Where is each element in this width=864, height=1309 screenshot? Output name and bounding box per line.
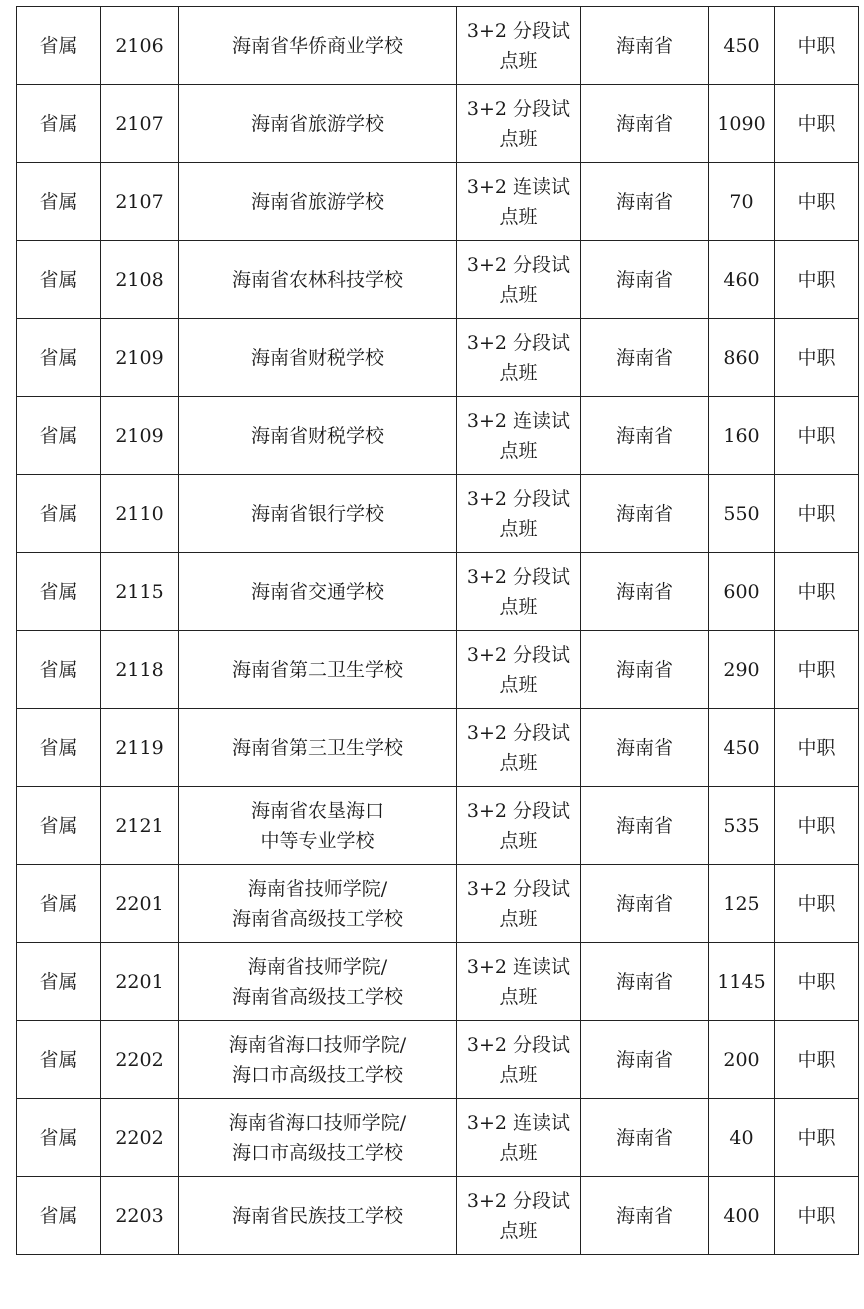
cell-region: 海南省: [581, 7, 709, 85]
cell-enrollment-count: 1090: [709, 85, 775, 163]
cell-school-name: [179, 475, 457, 553]
cell-program-type: [457, 553, 581, 631]
cell-program-type-line: 点班: [499, 49, 538, 72]
cell-program-type-line: 点班: [499, 283, 538, 306]
table-row: [17, 85, 859, 163]
cell-school-name: [179, 709, 457, 787]
cell-program-type-line: 点班: [499, 907, 538, 930]
table-row: [17, 631, 859, 709]
cell-school-name-line: 海南省华侨商业学校: [231, 34, 403, 57]
cell-program-type-line: 3+2 分段试: [466, 643, 571, 666]
cell-school-code: 2202: [101, 1021, 179, 1099]
cell-school-name: [179, 397, 457, 475]
cell-program-type-line: 3+2 分段试: [466, 487, 571, 510]
cell-program-type-line: 3+2 连读试: [466, 175, 571, 198]
cell-school-code: 2119: [101, 709, 179, 787]
cell-region: 海南省: [581, 631, 709, 709]
table-row: [17, 241, 859, 319]
cell-category: 省属: [17, 553, 101, 631]
cell-school-level: 中职: [775, 7, 859, 85]
cell-enrollment-count: 400: [709, 1177, 775, 1255]
cell-category: 省属: [17, 787, 101, 865]
cell-school-name: [179, 865, 457, 943]
cell-program-type-line: 点班: [499, 1141, 538, 1164]
cell-enrollment-count: 450: [709, 7, 775, 85]
table-body: [17, 7, 859, 1255]
cell-school-name-line: 海南省银行学校: [250, 502, 384, 525]
table-row: [17, 1021, 859, 1099]
cell-school-level: 中职: [775, 1177, 859, 1255]
cell-category: 省属: [17, 319, 101, 397]
cell-program-type-line: 3+2 分段试: [466, 799, 571, 822]
cell-school-name-line: 中等专业学校: [260, 829, 375, 852]
cell-region: 海南省: [581, 241, 709, 319]
cell-region: 海南省: [581, 163, 709, 241]
table-row: [17, 865, 859, 943]
cell-program-type-line: 3+2 分段试: [466, 721, 571, 744]
cell-region: 海南省: [581, 553, 709, 631]
table-row: [17, 1099, 859, 1177]
cell-enrollment-count: 160: [709, 397, 775, 475]
table-row: [17, 319, 859, 397]
cell-school-level: 中职: [775, 241, 859, 319]
cell-program-type-line: 点班: [499, 361, 538, 384]
cell-school-name: [179, 553, 457, 631]
cell-school-level: 中职: [775, 1021, 859, 1099]
cell-enrollment-count: 550: [709, 475, 775, 553]
cell-enrollment-count: 450: [709, 709, 775, 787]
table-row: [17, 7, 859, 85]
table-row: [17, 787, 859, 865]
cell-school-name: [179, 85, 457, 163]
cell-region: 海南省: [581, 319, 709, 397]
cell-school-code: 2107: [101, 163, 179, 241]
cell-school-name-line: 海南省技师学院/: [247, 955, 388, 978]
cell-school-name: [179, 1021, 457, 1099]
cell-program-type-line: 点班: [499, 829, 538, 852]
cell-enrollment-count: 535: [709, 787, 775, 865]
cell-school-name: [179, 241, 457, 319]
cell-school-name-line: 海南省海口技师学院/: [228, 1033, 407, 1056]
cell-category: 省属: [17, 241, 101, 319]
cell-school-code: 2202: [101, 1099, 179, 1177]
cell-region: 海南省: [581, 397, 709, 475]
cell-school-level: 中职: [775, 787, 859, 865]
cell-program-type-line: 3+2 连读试: [466, 409, 571, 432]
cell-program-type: [457, 475, 581, 553]
cell-school-level: 中职: [775, 553, 859, 631]
cell-school-code: 2108: [101, 241, 179, 319]
cell-enrollment-count: 600: [709, 553, 775, 631]
cell-program-type-line: 点班: [499, 985, 538, 1008]
cell-program-type-line: 点班: [499, 439, 538, 462]
cell-school-name: [179, 787, 457, 865]
cell-program-type-line: 3+2 分段试: [466, 565, 571, 588]
cell-school-name-line: 海南省交通学校: [250, 580, 384, 603]
cell-enrollment-count: 1145: [709, 943, 775, 1021]
cell-school-level: 中职: [775, 475, 859, 553]
cell-program-type: [457, 7, 581, 85]
cell-region: 海南省: [581, 787, 709, 865]
cell-region: 海南省: [581, 1177, 709, 1255]
cell-school-level: 中职: [775, 1099, 859, 1177]
cell-program-type-line: 3+2 连读试: [466, 1111, 571, 1134]
cell-school-name-line: 海南省民族技工学校: [231, 1204, 403, 1227]
cell-school-level: 中职: [775, 943, 859, 1021]
cell-school-code: 2121: [101, 787, 179, 865]
cell-program-type-line: 点班: [499, 1063, 538, 1086]
cell-category: 省属: [17, 475, 101, 553]
cell-school-name-line: 海南省旅游学校: [250, 190, 384, 213]
cell-school-name: [179, 319, 457, 397]
cell-region: 海南省: [581, 85, 709, 163]
cell-category: 省属: [17, 1177, 101, 1255]
table-row: [17, 943, 859, 1021]
cell-program-type-line: 3+2 分段试: [466, 331, 571, 354]
cell-program-type-line: 3+2 连读试: [466, 955, 571, 978]
cell-school-name-line: 海南省海口技师学院/: [228, 1111, 407, 1134]
table-row: [17, 475, 859, 553]
cell-enrollment-count: 460: [709, 241, 775, 319]
cell-category: 省属: [17, 163, 101, 241]
cell-school-code: 2203: [101, 1177, 179, 1255]
cell-program-type-line: 点班: [499, 673, 538, 696]
cell-school-level: 中职: [775, 85, 859, 163]
cell-school-level: 中职: [775, 163, 859, 241]
cell-school-name-line: 海南省旅游学校: [250, 112, 384, 135]
cell-program-type-line: 3+2 分段试: [466, 19, 571, 42]
cell-program-type: [457, 1021, 581, 1099]
cell-program-type-line: 点班: [499, 205, 538, 228]
cell-program-type-line: 3+2 分段试: [466, 1033, 571, 1056]
cell-program-type-line: 点班: [499, 1219, 538, 1242]
cell-category: 省属: [17, 631, 101, 709]
cell-school-level: 中职: [775, 865, 859, 943]
cell-category: 省属: [17, 397, 101, 475]
cell-category: 省属: [17, 943, 101, 1021]
cell-region: 海南省: [581, 943, 709, 1021]
cell-program-type: [457, 865, 581, 943]
cell-category: 省属: [17, 865, 101, 943]
cell-program-type: [457, 1177, 581, 1255]
cell-school-code: 2118: [101, 631, 179, 709]
cell-program-type: [457, 787, 581, 865]
cell-school-name: [179, 163, 457, 241]
table-row: [17, 709, 859, 787]
cell-program-type-line: 3+2 分段试: [466, 1189, 571, 1212]
cell-school-level: 中职: [775, 709, 859, 787]
cell-school-name-line: 海南省高级技工学校: [231, 985, 403, 1008]
table-row: [17, 553, 859, 631]
cell-region: 海南省: [581, 865, 709, 943]
cell-program-type-line: 点班: [499, 127, 538, 150]
cell-enrollment-count: 70: [709, 163, 775, 241]
cell-program-type: [457, 85, 581, 163]
cell-school-code: 2201: [101, 865, 179, 943]
cell-school-code: 2201: [101, 943, 179, 1021]
cell-program-type: [457, 943, 581, 1021]
cell-school-level: 中职: [775, 397, 859, 475]
cell-school-name-line: 海口市高级技工学校: [231, 1141, 403, 1164]
table-row: [17, 1177, 859, 1255]
cell-region: 海南省: [581, 709, 709, 787]
cell-category: 省属: [17, 709, 101, 787]
cell-program-type: [457, 163, 581, 241]
cell-program-type: [457, 631, 581, 709]
cell-program-type-line: 3+2 分段试: [466, 253, 571, 276]
cell-school-name-line: 海南省技师学院/: [247, 877, 388, 900]
cell-enrollment-count: 860: [709, 319, 775, 397]
cell-school-code: 2110: [101, 475, 179, 553]
cell-region: 海南省: [581, 475, 709, 553]
cell-program-type-line: 点班: [499, 517, 538, 540]
cell-category: 省属: [17, 7, 101, 85]
cell-school-name: [179, 631, 457, 709]
cell-program-type-line: 3+2 分段试: [466, 97, 571, 120]
cell-program-type: [457, 319, 581, 397]
cell-program-type-line: 点班: [499, 751, 538, 774]
cell-school-code: 2106: [101, 7, 179, 85]
cell-program-type: [457, 241, 581, 319]
cell-school-name-line: 海南省农林科技学校: [231, 268, 403, 291]
cell-program-type: [457, 709, 581, 787]
table-row: [17, 163, 859, 241]
cell-school-code: 2107: [101, 85, 179, 163]
cell-school-level: 中职: [775, 631, 859, 709]
cell-school-name-line: 海南省第二卫生学校: [231, 658, 403, 681]
cell-enrollment-count: 40: [709, 1099, 775, 1177]
cell-program-type-line: 点班: [499, 595, 538, 618]
cell-school-name: [179, 7, 457, 85]
cell-enrollment-count: 125: [709, 865, 775, 943]
enrollment-table: [16, 6, 859, 1255]
table-row: [17, 397, 859, 475]
cell-program-type: [457, 1099, 581, 1177]
cell-school-level: 中职: [775, 319, 859, 397]
cell-school-name-line: 海南省高级技工学校: [231, 907, 403, 930]
cell-school-code: 2109: [101, 397, 179, 475]
cell-school-name-line: 海南省财税学校: [250, 346, 384, 369]
cell-school-name-line: 海口市高级技工学校: [231, 1063, 403, 1086]
cell-enrollment-count: 200: [709, 1021, 775, 1099]
cell-school-code: 2109: [101, 319, 179, 397]
cell-category: 省属: [17, 1021, 101, 1099]
cell-region: 海南省: [581, 1021, 709, 1099]
cell-program-type: [457, 397, 581, 475]
cell-school-name-line: 海南省财税学校: [250, 424, 384, 447]
cell-program-type-line: 3+2 分段试: [466, 877, 571, 900]
cell-category: 省属: [17, 85, 101, 163]
cell-school-name: [179, 1177, 457, 1255]
cell-school-name-line: 海南省农垦海口: [250, 799, 384, 822]
cell-category: 省属: [17, 1099, 101, 1177]
cell-region: 海南省: [581, 1099, 709, 1177]
cell-enrollment-count: 290: [709, 631, 775, 709]
cell-school-name: [179, 943, 457, 1021]
cell-school-code: 2115: [101, 553, 179, 631]
cell-school-name-line: 海南省第三卫生学校: [231, 736, 403, 759]
cell-school-name: [179, 1099, 457, 1177]
